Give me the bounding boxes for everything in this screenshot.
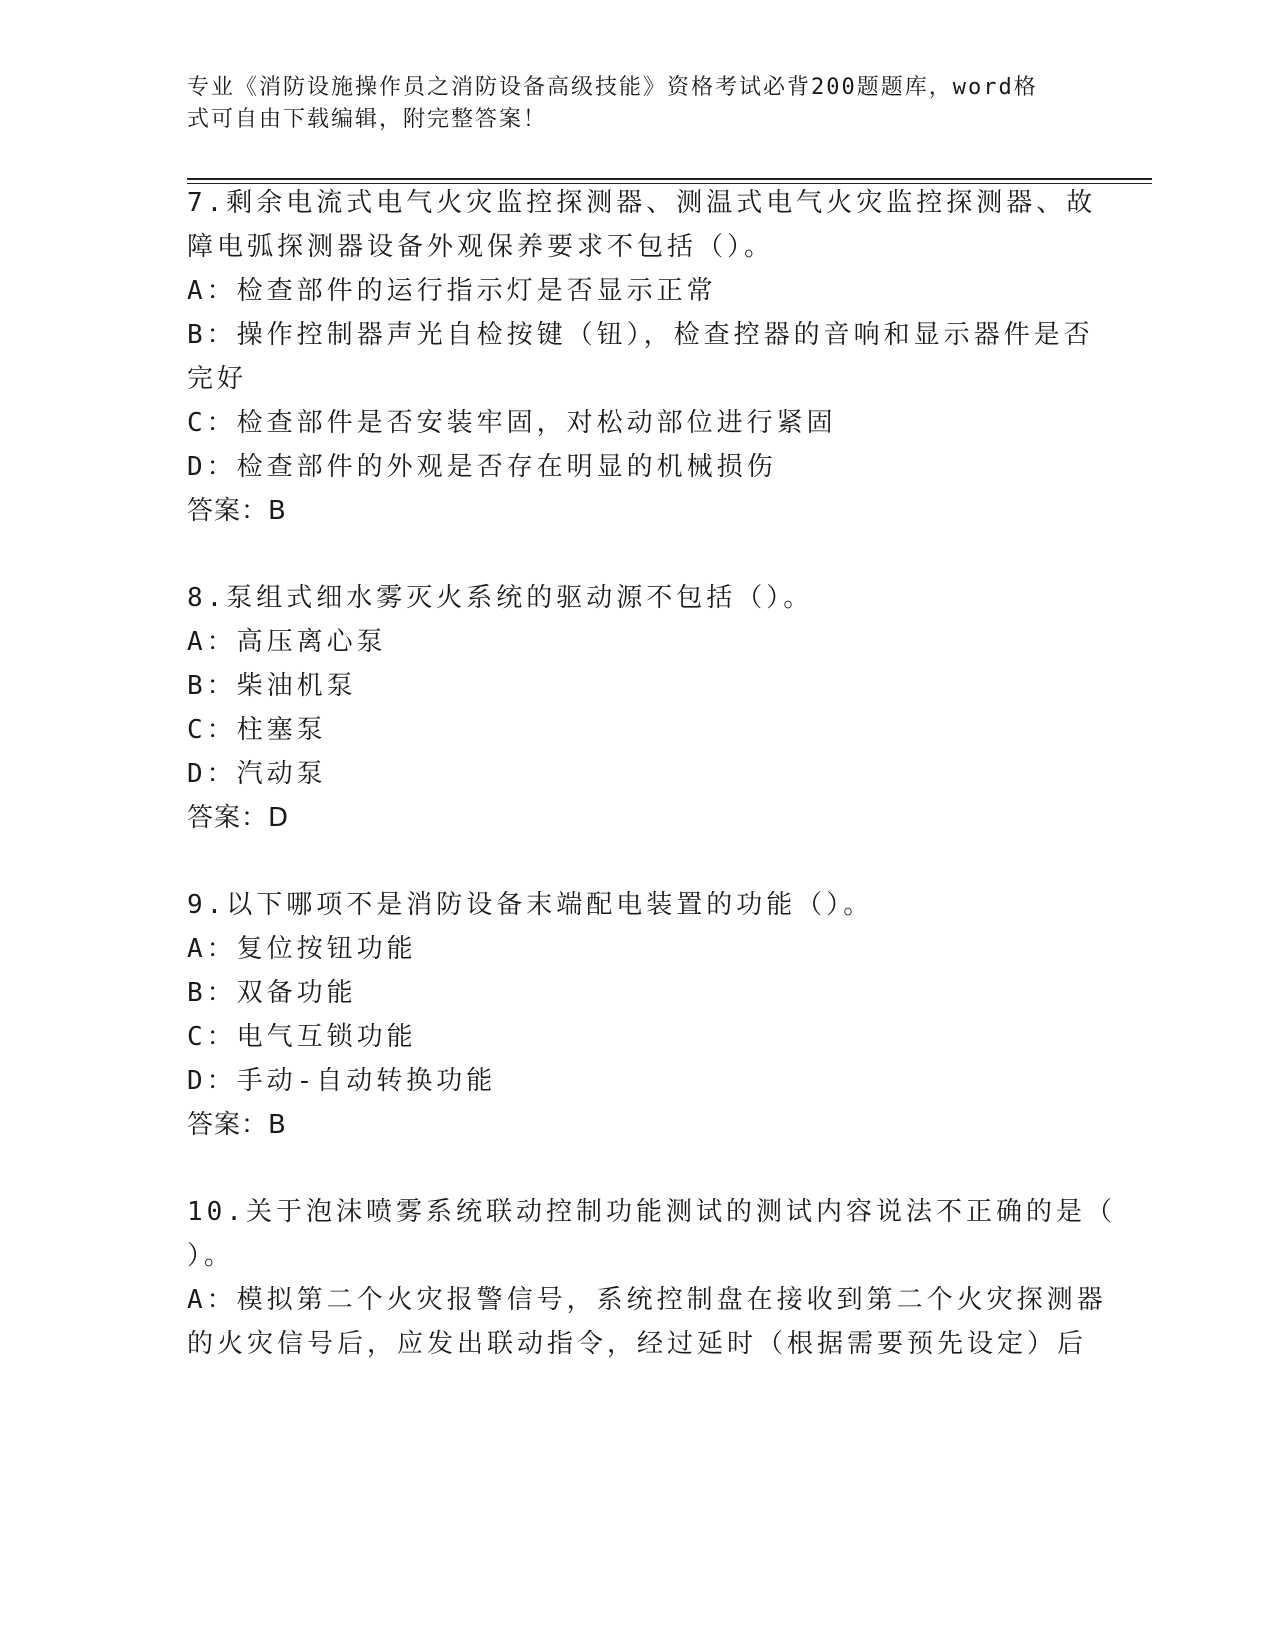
question-8-option-c: C：柱塞泵 — [187, 715, 327, 745]
question-7-option-b: B：操作控制器声光自检按键（钮），检查控器的音响和显示器件是否 — [187, 320, 1094, 350]
header-divider — [187, 178, 1152, 180]
question-10-option-a: A：模拟第二个火灾报警信号，系统控制盘在接收到第二个火灾探测器 — [187, 1285, 1107, 1315]
header-line: 专业《消防设施操作员之消防设备高级技能》资格考试必背200题题库，word格 — [187, 75, 1038, 100]
question-7-option-a: A：检查部件的运行指示灯是否显示正常 — [187, 276, 717, 306]
question-10-stem: ）。 — [187, 1241, 235, 1271]
question-7-answer: 答案：B — [187, 496, 287, 526]
question-9-stem: 9.以下哪项不是消防设备末端配电装置的功能（）。 — [187, 890, 874, 920]
question-9-option-a: A：复位按钮功能 — [187, 934, 417, 964]
question-8-option-a: A：高压离心泵 — [187, 627, 387, 657]
question-7-option-b: 完好 — [187, 364, 248, 394]
header-line: 式可自由下载编辑，附完整答案！ — [187, 107, 548, 132]
question-7-stem: 障电弧探测器设备外观保养要求不包括（）。 — [187, 232, 775, 262]
question-7-option-c: C：检查部件是否安装牢固，对松动部位进行紧固 — [187, 408, 837, 438]
question-9-answer: 答案：B — [187, 1110, 287, 1140]
question-9-option-d: D：手动-自动转换功能 — [187, 1066, 497, 1096]
question-8-stem: 8.泵组式细水雾灭火系统的驱动源不包括（）。 — [187, 583, 814, 613]
question-10-option-a: 的火灾信号后，应发出联动指令，经过延时（根据需要预先设定）后 — [187, 1329, 1088, 1359]
question-7-option-d: D：检查部件的外观是否存在明显的机械损伤 — [187, 452, 777, 482]
question-8-answer: 答案：D — [187, 803, 290, 833]
question-8-option-d: D：汽动泵 — [187, 759, 327, 789]
document-header — [187, 72, 1087, 136]
header-divider-thin — [187, 183, 1152, 184]
question-9-option-c: C：电气互锁功能 — [187, 1022, 417, 1052]
question-9-option-b: B：双备功能 — [187, 978, 357, 1008]
question-10-stem: 10.关于泡沫喷雾系统联动控制功能测试的测试内容说法不正确的是（ — [187, 1197, 1116, 1227]
question-8-option-b: B：柴油机泵 — [187, 671, 357, 701]
question-7-stem: 7.剩余电流式电气火灾监控探测器、测温式电气火灾监控探测器、故 — [187, 188, 1097, 218]
